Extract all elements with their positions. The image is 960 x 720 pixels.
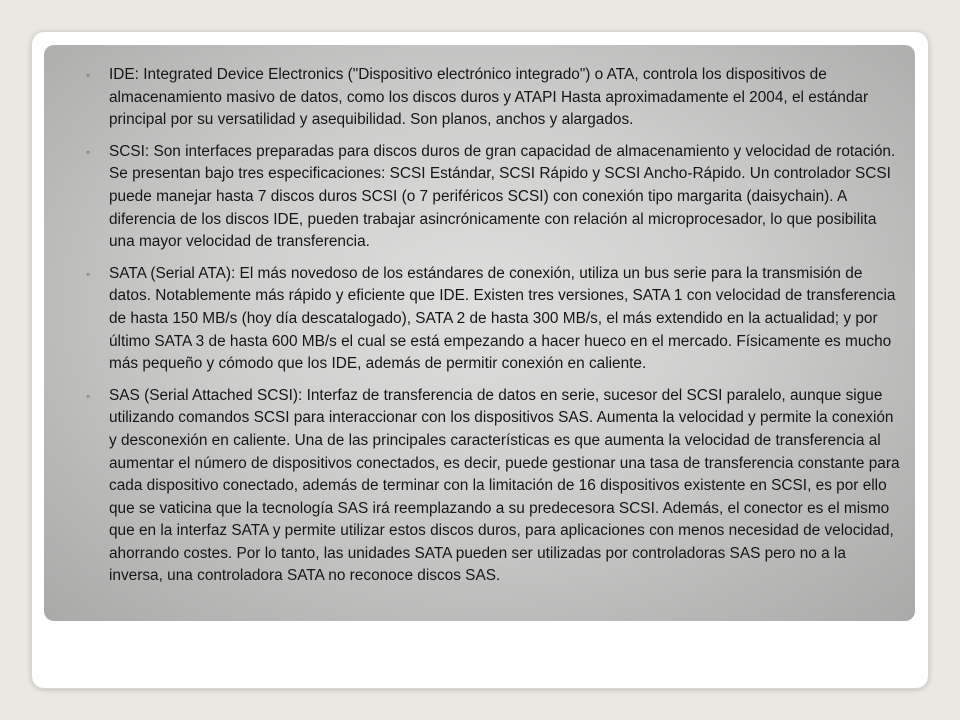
bullet-circle-icon: ◦	[86, 144, 91, 159]
content-panel	[44, 45, 915, 621]
bullet-ide	[86, 64, 905, 132]
bullet-text: SCSI: Son interfaces preparadas para discos duros de gran capacidad de almacenamiento y velocidad de rotación. Se presentan bajo tres especificaciones: SCSI Estándar, SCSI Rápido y SCSI Ancho-Rápido. Un controlador SCSI puede manejar hasta 7 discos duros SCSI (o 7 periféricos SCSI) con conexión tipo margarita (daisychain). A diferencia de los discos IDE, pueden trabajar asincrónicamente con relación al microprocesador, lo que posibilita una mayor velocidad de transferencia.	[109, 142, 896, 251]
bullet-circle-icon: ◦	[86, 388, 91, 403]
bullet-circle-icon: ◦	[86, 68, 91, 82]
bullet-list	[86, 64, 905, 588]
bullet-text: SATA (Serial ATA): El más novedoso de los estándares de conexión, utiliza un bus serie para la transmisión de datos. Notablemente más rápido y eficiente que IDE. Existen tres versiones, SATA 1 con velocidad de transferencia de hasta 150 MB/s (hoy día descatalogado), SATA 2 de hasta 300 MB/s, el más extendido en la actualidad; y por último SATA 3 de hasta 600 MB/s el cual se está empezando a hacer hueco en el mercado. Físicamente es mucho más pequeño y cómodo que los IDE, además de permitir conexión en caliente.	[109, 264, 896, 373]
bullet-circle-icon: ◦	[86, 266, 91, 281]
slide	[32, 32, 928, 688]
bullet-scsi	[86, 141, 905, 254]
bullet-sata	[86, 263, 905, 376]
bullet-sas	[86, 385, 905, 588]
bullet-text: IDE: Integrated Device Electronics ("Dispositivo electrónico integrado") o ATA, controla los dispositivos de almacenamiento masivo de datos, como los discos duros y ATAPI Hasta aproximadamente el 2004, el estándar principal por su versatilidad y asequibilidad. Son planos, anchos y alargados.	[109, 66, 869, 129]
bullet-text: SAS (Serial Attached SCSI): Interfaz de transferencia de datos en serie, sucesor del SCSI paralelo, aunque sigue utilizando comandos SCSI para interaccionar con los dispositivos SAS. Aumenta la velocidad y permite la conexión y desconexión en caliente. Una de las principales características es que aumenta la velocidad de transferencia al aumentar el número de dispositivos conectados, es decir, puede gestionar una tasa de transferencia constante para cada dispositivo conectado, además de terminar con la limitación de 16 dispositivos existente en SCSI, es por ello que se vaticina que la tecnología SAS irá reemplazando a su predecesora SCSI. Además, el conector es el mismo que en la interfaz SATA y permite utilizar estos discos duros, para aplicaciones con menos necesidad de velocidad, ahorrando costes. Por lo tanto, las unidades SATA pueden ser utilizadas por controladoras SAS pero no a la inversa, una controladora SATA no reconoce discos SAS.	[109, 386, 900, 585]
